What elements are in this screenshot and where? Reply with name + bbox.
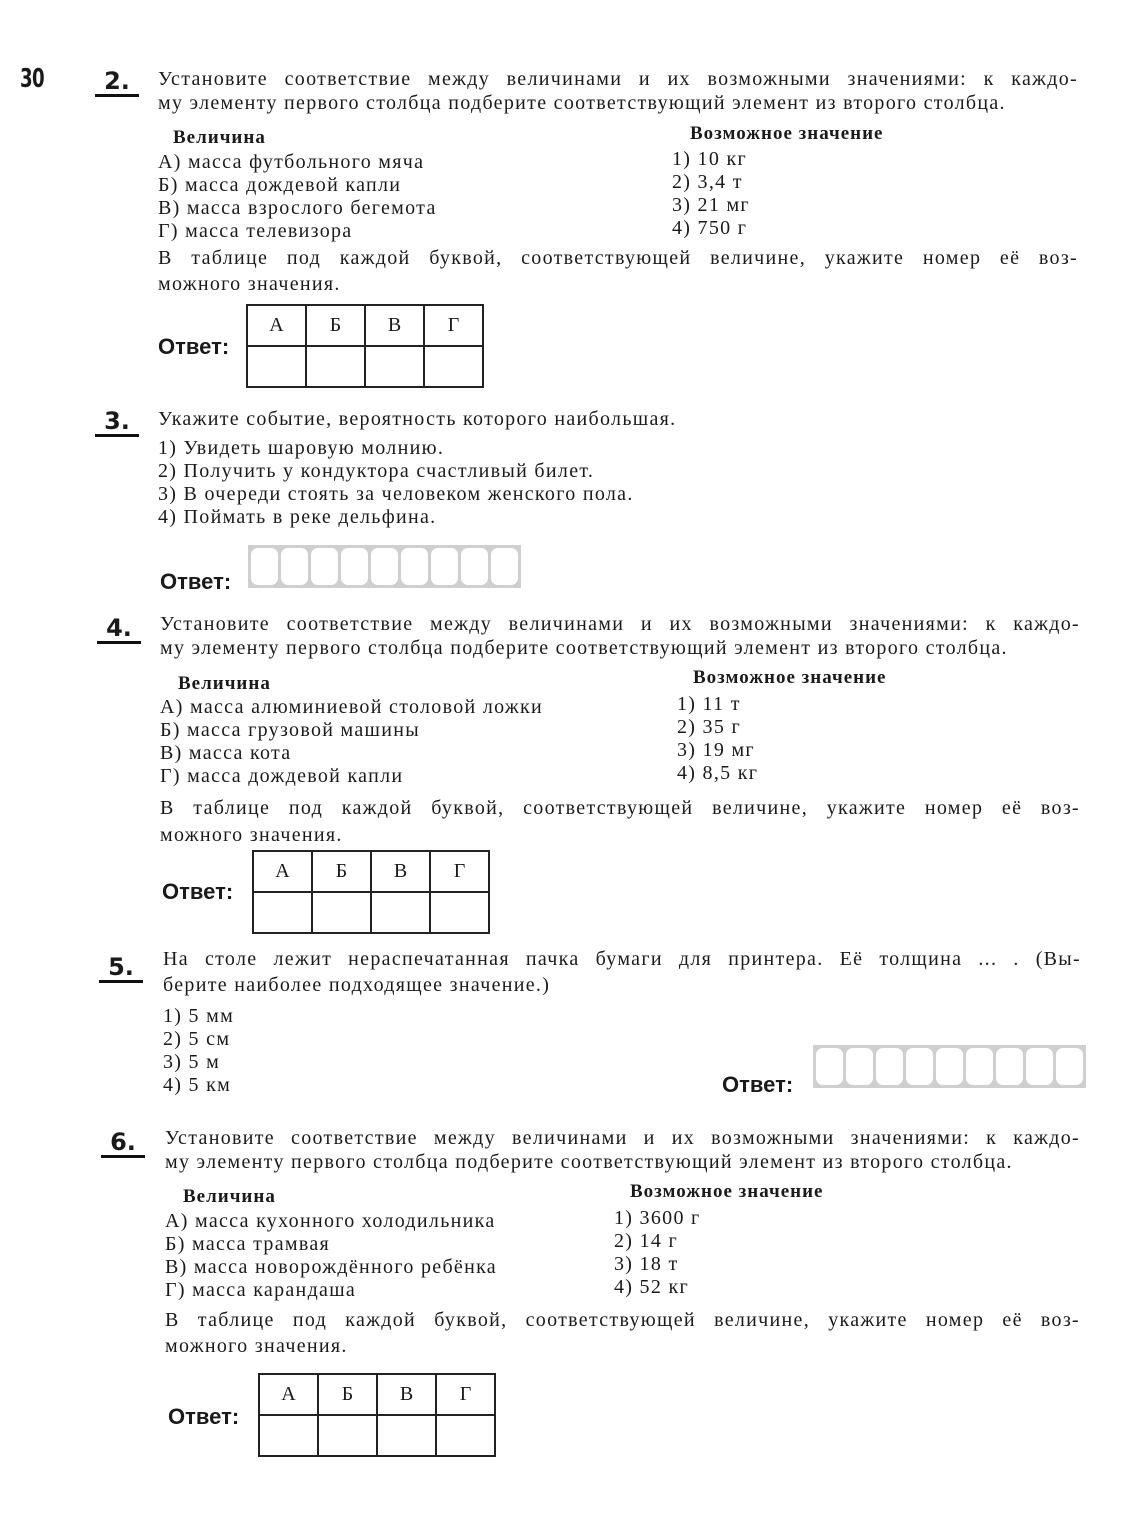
answer-letter-cell: А (247, 305, 306, 346)
answer-letter-cell: В (377, 1374, 436, 1415)
answer-cell[interactable] (371, 548, 398, 585)
column-header-value: Величина (183, 1186, 276, 1207)
answer-option: 2) 5 см (163, 1028, 231, 1050)
value-option: 1) 11 т (677, 693, 741, 715)
column-header-value: Величина (173, 127, 266, 148)
page-number: 30 (20, 64, 44, 94)
answer-letter-cell: Г (430, 851, 489, 892)
quantity-item: Г) масса карандаша (165, 1279, 357, 1301)
answer-table-input-row (253, 892, 489, 933)
answer-table-header-row (259, 1374, 495, 1415)
column-header-possible: Возможное значение (690, 123, 884, 144)
answer-input-cell[interactable] (253, 892, 312, 933)
quantity-item: Б) масса грузовой машины (160, 719, 420, 741)
column-header-value: Величина (178, 673, 271, 694)
instruction-line: можного значения. (165, 1335, 348, 1357)
answer-input-cell[interactable] (247, 346, 306, 387)
question-text-line: берите наиболее подходящее значение.) (163, 974, 551, 996)
question-number: 3. (95, 408, 139, 437)
answer-cell[interactable] (936, 1048, 963, 1085)
quantity-item: В) масса кота (160, 742, 292, 764)
quantity-item: Б) масса дождевой капли (158, 174, 402, 196)
answer-label: Ответ: (160, 569, 232, 594)
answer-cell[interactable] (491, 548, 518, 585)
value-option: 3) 21 мг (672, 194, 750, 216)
answer-table (246, 304, 484, 388)
instruction-line: можного значения. (160, 824, 343, 846)
answer-table (252, 850, 490, 934)
question-text-line: Установите соответствие между величинами и их возможными значениями: к каждо- (158, 68, 1078, 90)
answer-cell[interactable] (906, 1048, 933, 1085)
answer-input-cell[interactable] (306, 346, 365, 387)
answer-option: 4) 5 км (163, 1074, 232, 1096)
answer-label: Ответ: (162, 879, 234, 904)
quantity-item: А) масса алюминиевой столовой ложки (160, 696, 544, 718)
answer-cell[interactable] (876, 1048, 903, 1085)
answer-cell[interactable] (966, 1048, 993, 1085)
question-text-line: Укажите событие, вероятность которого наибольшая. (158, 408, 677, 430)
answer-letter-cell: А (259, 1374, 318, 1415)
quantity-item: Г) масса телевизора (158, 220, 353, 242)
answer-label: Ответ: (158, 334, 230, 359)
value-option: 2) 35 г (677, 716, 741, 738)
answer-input-cell[interactable] (318, 1415, 377, 1456)
answer-cells (248, 545, 521, 588)
answer-letter-cell: Г (436, 1374, 495, 1415)
answer-cell[interactable] (281, 548, 308, 585)
value-option: 1) 3600 г (614, 1207, 701, 1229)
question-number: 4. (97, 615, 141, 644)
question-text-line: На столе лежит нераспечатанная пачка бумаги для принтера. Её толщина ... . (Вы- (163, 948, 1081, 970)
quantity-item: В) масса новорождённого ребёнка (165, 1256, 497, 1278)
answer-letter-cell: Г (424, 305, 483, 346)
answer-input-cell[interactable] (371, 892, 430, 933)
answer-cell[interactable] (996, 1048, 1023, 1085)
value-option: 4) 8,5 кг (677, 762, 759, 784)
answer-label: Ответ: (168, 1404, 240, 1429)
answer-input-cell[interactable] (365, 346, 424, 387)
answer-cell[interactable] (1056, 1048, 1083, 1085)
answer-label: Ответ: (722, 1072, 794, 1097)
answer-option: 1) 5 мм (163, 1005, 235, 1027)
instruction-line: В таблице под каждой буквой, соответствующей величине, укажите номер её воз- (158, 247, 1078, 269)
answer-table-header-row (253, 851, 489, 892)
value-option: 2) 3,4 т (672, 171, 743, 193)
answer-table-input-row (247, 346, 483, 387)
column-header-possible: Возможное значение (630, 1181, 824, 1202)
value-option: 1) 10 кг (672, 148, 747, 170)
question-text-line: Установите соответствие между величинами и их возможными значениями: к каждо- (160, 613, 1080, 635)
answer-option: 4) Поймать в реке дельфина. (158, 506, 437, 528)
question-number: 2. (95, 68, 139, 97)
answer-cell[interactable] (1026, 1048, 1053, 1085)
answer-option: 3) В очереди стоять за человеком женского пола. (158, 483, 634, 505)
answer-cell[interactable] (311, 548, 338, 585)
answer-letter-cell: А (253, 851, 312, 892)
answer-letter-cell: Б (306, 305, 365, 346)
instruction-line: В таблице под каждой буквой, соответствующей величине, укажите номер её воз- (160, 797, 1080, 819)
value-option: 4) 750 г (672, 217, 748, 239)
answer-table (258, 1373, 496, 1457)
answer-input-cell[interactable] (430, 892, 489, 933)
answer-cell[interactable] (461, 548, 488, 585)
answer-input-cell[interactable] (259, 1415, 318, 1456)
answer-table-header-row (247, 305, 483, 346)
instruction-line: В таблице под каждой буквой, соответствующей величине, укажите номер её воз- (165, 1309, 1080, 1331)
answer-letter-cell: В (371, 851, 430, 892)
quantity-item: Г) масса дождевой капли (160, 765, 404, 787)
answer-option: 3) 5 м (163, 1051, 221, 1073)
value-option: 2) 14 г (614, 1230, 678, 1252)
quantity-item: А) масса кухонного холодильника (165, 1210, 496, 1232)
answer-cell[interactable] (341, 548, 368, 585)
answer-input-cell[interactable] (424, 346, 483, 387)
answer-cells (813, 1045, 1086, 1088)
quantity-item: В) масса взрослого бегемота (158, 197, 437, 219)
answer-letter-cell: Б (312, 851, 371, 892)
answer-input-cell[interactable] (312, 892, 371, 933)
answer-option: 2) Получить у кондуктора счастливый билет. (158, 460, 595, 482)
answer-cell[interactable] (251, 548, 278, 585)
answer-table-input-row (259, 1415, 495, 1456)
question-text-line: Установите соответствие между величинами и их возможными значениями: к каждо- (165, 1127, 1080, 1149)
value-option: 3) 19 мг (677, 739, 755, 761)
quantity-item: А) масса футбольного мяча (158, 151, 425, 173)
value-option: 3) 18 т (614, 1253, 679, 1275)
column-header-possible: Возможное значение (693, 667, 887, 688)
answer-letter-cell: Б (318, 1374, 377, 1415)
answer-letter-cell: В (365, 305, 424, 346)
answer-cell[interactable] (401, 548, 428, 585)
answer-option: 1) Увидеть шаровую молнию. (158, 437, 445, 459)
question-text-line: му элементу первого столбца подберите соответствующий элемент из второго столбца. (158, 92, 1006, 114)
answer-cell[interactable] (431, 548, 458, 585)
answer-input-cell[interactable] (377, 1415, 436, 1456)
quantity-item: Б) масса трамвая (165, 1233, 330, 1255)
question-text-line: му элементу первого столбца подберите соответствующий элемент из второго столбца. (160, 637, 1008, 659)
instruction-line: можного значения. (158, 273, 341, 295)
question-text-line: му элементу первого столбца подберите соответствующий элемент из второго столбца. (165, 1151, 1013, 1173)
answer-cell[interactable] (846, 1048, 873, 1085)
question-number: 5. (99, 954, 143, 983)
value-option: 4) 52 кг (614, 1276, 689, 1298)
answer-cell[interactable] (816, 1048, 843, 1085)
question-number: 6. (101, 1129, 145, 1158)
answer-input-cell[interactable] (436, 1415, 495, 1456)
